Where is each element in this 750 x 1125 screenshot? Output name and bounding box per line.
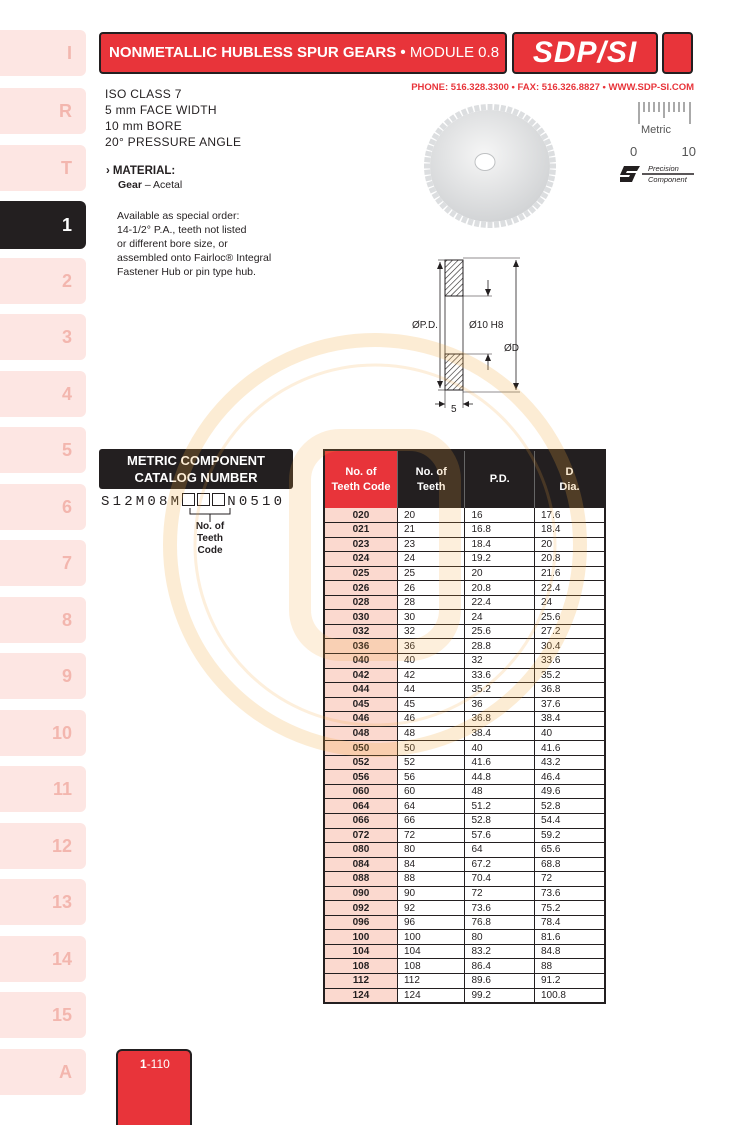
cell-od: 43.2 — [534, 755, 605, 770]
header-module: MODULE 0.8 — [409, 44, 500, 61]
cell-teeth-code: 080 — [324, 843, 397, 858]
catalog-title-line1: METRIC COMPONENT — [127, 453, 265, 468]
metric-range-end: 10 — [681, 144, 696, 159]
cell-no-of-teeth: 28 — [397, 595, 465, 610]
cell-no-of-teeth: 80 — [397, 843, 465, 858]
gear-tooth — [424, 157, 430, 163]
table-row — [324, 755, 605, 770]
cell-teeth-code: 088 — [324, 872, 397, 887]
cell-teeth-code: 042 — [324, 668, 397, 683]
cell-od: 59.2 — [534, 828, 605, 843]
cell-no-of-teeth: 52 — [397, 755, 465, 770]
cell-no-of-teeth: 20 — [397, 508, 465, 523]
spec-face-width: 5 mm FACE WIDTH — [105, 103, 217, 117]
table-row — [324, 537, 605, 552]
gear-tooth — [424, 164, 430, 169]
cell-teeth-code: 048 — [324, 726, 397, 741]
catalog-number-title — [99, 449, 293, 489]
material-title: MATERIAL: — [112, 165, 176, 177]
cell-teeth-code: 025 — [324, 566, 397, 581]
gear-tooth — [425, 151, 432, 157]
cell-pd: 64 — [465, 843, 534, 858]
cell-pd: 22.4 — [465, 595, 534, 610]
cell-no-of-teeth: 30 — [397, 610, 465, 625]
table-row — [324, 726, 605, 741]
cell-pd: 36.8 — [465, 712, 534, 727]
cell-teeth-code: 112 — [324, 974, 397, 989]
cell-od: 91.2 — [534, 974, 605, 989]
cell-teeth-code: 036 — [324, 639, 397, 654]
od-label: ØD — [504, 343, 519, 354]
cell-od: 22.4 — [534, 581, 605, 596]
tab-12[interactable]: 12 — [0, 823, 86, 869]
table-row — [324, 508, 605, 523]
cell-od: 72 — [534, 872, 605, 887]
logo-tail-block — [662, 32, 693, 74]
cell-no-of-teeth: 46 — [397, 712, 465, 727]
cell-pd: 51.2 — [465, 799, 534, 814]
tab-2[interactable]: 2 — [0, 258, 86, 304]
special-order-line: assembled onto Fairloc® Integral — [117, 252, 272, 264]
cell-no-of-teeth: 45 — [397, 697, 465, 712]
cell-teeth-code: 023 — [324, 537, 397, 552]
cell-no-of-teeth: 84 — [397, 857, 465, 872]
cell-no-of-teeth: 108 — [397, 959, 465, 974]
cell-pd: 40 — [465, 741, 534, 756]
cell-teeth-code: 056 — [324, 770, 397, 785]
cell-no-of-teeth: 72 — [397, 828, 465, 843]
table-row — [324, 974, 605, 989]
header-pd: P.D. — [465, 450, 534, 508]
page-number-value: -110 — [146, 1057, 170, 1071]
cell-od: 37.6 — [534, 697, 605, 712]
gear-tooth — [500, 220, 506, 227]
cell-no-of-teeth: 104 — [397, 944, 465, 959]
gear-tooth — [474, 105, 480, 112]
cell-od: 20 — [534, 537, 605, 552]
tab-5[interactable]: 5 — [0, 427, 86, 473]
gear-tooth — [548, 151, 555, 157]
table-row — [324, 639, 605, 654]
cell-od: 41.6 — [534, 741, 605, 756]
cell-teeth-code: 090 — [324, 886, 397, 901]
cell-no-of-teeth: 21 — [397, 523, 465, 538]
table-row — [324, 857, 605, 872]
cell-od: 65.6 — [534, 843, 605, 858]
cell-od: 68.8 — [534, 857, 605, 872]
cell-od: 88 — [534, 959, 605, 974]
cell-od: 25.6 — [534, 610, 605, 625]
cell-pd: 24 — [465, 610, 534, 625]
page-number — [116, 1049, 192, 1125]
tab-i[interactable]: I — [0, 30, 86, 76]
cell-teeth-code: 046 — [324, 712, 397, 727]
precision-text-line2: Component — [648, 175, 687, 184]
gear-tooth — [488, 222, 493, 228]
cell-teeth-code: 032 — [324, 624, 397, 639]
metric-range-start: 0 — [630, 144, 638, 159]
table-row — [324, 915, 605, 930]
metric-label: Metric — [641, 124, 671, 136]
table-row — [324, 944, 605, 959]
cell-no-of-teeth: 44 — [397, 683, 465, 698]
cell-od: 84.8 — [534, 944, 605, 959]
table-row — [324, 566, 605, 581]
cell-pd: 19.2 — [465, 552, 534, 567]
cell-pd: 52.8 — [465, 813, 534, 828]
cell-pd: 41.6 — [465, 755, 534, 770]
tab-8[interactable]: 8 — [0, 597, 86, 643]
cell-od: 100.8 — [534, 988, 605, 1003]
tab-1[interactable]: 1 — [0, 201, 86, 249]
header-no-of-teeth: No. of Teeth — [397, 450, 465, 508]
cell-teeth-code: 092 — [324, 901, 397, 916]
cell-no-of-teeth: 23 — [397, 537, 465, 552]
table-header-row — [324, 450, 605, 508]
cell-no-of-teeth: 48 — [397, 726, 465, 741]
tab-9[interactable]: 9 — [0, 653, 86, 699]
cell-teeth-code: 020 — [324, 508, 397, 523]
cell-od: 24 — [534, 595, 605, 610]
gear-tooth — [481, 221, 487, 227]
bore-label: Ø10 H8 — [469, 320, 504, 331]
table-row — [324, 697, 605, 712]
cell-od: 36.8 — [534, 683, 605, 698]
table-row — [324, 828, 605, 843]
table-row — [324, 523, 605, 538]
spec-bore: 10 mm BORE — [105, 119, 183, 133]
teeth-code-label-line1: No. of — [195, 521, 225, 532]
cell-teeth-code: 084 — [324, 857, 397, 872]
table-row — [324, 624, 605, 639]
cell-pd: 99.2 — [465, 988, 534, 1003]
tab-11[interactable]: 11 — [0, 766, 86, 812]
header-title-bar — [99, 32, 507, 74]
teeth-code-label-line3: Code — [197, 545, 223, 556]
cell-teeth-code: 072 — [324, 828, 397, 843]
cell-pd: 16 — [465, 508, 534, 523]
table-row — [324, 683, 605, 698]
table-row — [324, 668, 605, 683]
table-row — [324, 959, 605, 974]
material-section — [106, 165, 182, 191]
table-row — [324, 988, 605, 1003]
cell-teeth-code: 024 — [324, 552, 397, 567]
gear-tooth — [494, 221, 500, 227]
table-row — [324, 770, 605, 785]
cell-od: 18.4 — [534, 523, 605, 538]
cell-od: 20.8 — [534, 552, 605, 567]
gear-tooth — [548, 175, 555, 181]
cell-od: 21.6 — [534, 566, 605, 581]
cell-teeth-code: 050 — [324, 741, 397, 756]
cell-pd: 72 — [465, 886, 534, 901]
table-row — [324, 581, 605, 596]
width-label: 5 — [451, 404, 457, 415]
cell-pd: 89.6 — [465, 974, 534, 989]
cell-teeth-code: 021 — [324, 523, 397, 538]
cell-pd: 20.8 — [465, 581, 534, 596]
cell-no-of-teeth: 66 — [397, 813, 465, 828]
cell-teeth-code: 100 — [324, 930, 397, 945]
cell-teeth-code: 040 — [324, 653, 397, 668]
gear-tooth — [481, 104, 487, 110]
special-order-line: Fastener Hub or pin type hub. — [117, 266, 256, 278]
cell-teeth-code: 124 — [324, 988, 397, 1003]
gear-tooth — [550, 164, 556, 169]
cell-od: 30.4 — [534, 639, 605, 654]
cell-teeth-code: 028 — [324, 595, 397, 610]
cell-no-of-teeth: 36 — [397, 639, 465, 654]
cell-no-of-teeth: 50 — [397, 741, 465, 756]
cell-od: 75.2 — [534, 901, 605, 916]
header-od: D Dia. — [534, 450, 605, 508]
special-order-line: or different bore size, or — [117, 238, 228, 250]
cell-pd: 38.4 — [465, 726, 534, 741]
gear-tooth — [425, 175, 432, 181]
cell-pd: 80 — [465, 930, 534, 945]
cell-teeth-code: 066 — [324, 813, 397, 828]
cell-no-of-teeth: 42 — [397, 668, 465, 683]
cell-teeth-code: 026 — [324, 581, 397, 596]
cell-od: 52.8 — [534, 799, 605, 814]
teeth-code-blank — [212, 493, 225, 506]
tab-10[interactable]: 10 — [0, 710, 86, 756]
gear-tooth — [424, 169, 430, 175]
tab-15[interactable]: 15 — [0, 992, 86, 1038]
precision-text-line1: Precision — [648, 164, 679, 173]
cell-teeth-code: 045 — [324, 697, 397, 712]
cell-no-of-teeth: 124 — [397, 988, 465, 1003]
cell-od: 38.4 — [534, 712, 605, 727]
cell-no-of-teeth: 90 — [397, 886, 465, 901]
material-item-label: Gear — [118, 179, 142, 191]
cell-od: 49.6 — [534, 784, 605, 799]
gear-spec-table — [323, 449, 606, 1004]
cell-no-of-teeth: 25 — [397, 566, 465, 581]
precision-component-logo — [620, 162, 696, 186]
table-row — [324, 653, 605, 668]
table-row — [324, 813, 605, 828]
cell-od: 54.4 — [534, 813, 605, 828]
teeth-code-blank — [182, 493, 195, 506]
gear-image — [415, 98, 565, 238]
teeth-code-blank — [197, 493, 210, 506]
pd-label: ØP.D. — [412, 320, 438, 331]
chevron-right-icon: › — [106, 165, 110, 177]
cell-no-of-teeth: 24 — [397, 552, 465, 567]
gear-tooth — [549, 157, 555, 163]
table-row — [324, 552, 605, 567]
cell-od: 17.6 — [534, 508, 605, 523]
cell-teeth-code: 064 — [324, 799, 397, 814]
cell-pd: 16.8 — [465, 523, 534, 538]
cell-no-of-teeth: 96 — [397, 915, 465, 930]
gear-tooth — [474, 220, 480, 227]
cell-teeth-code: 096 — [324, 915, 397, 930]
cell-od: 40 — [534, 726, 605, 741]
tab-6[interactable]: 6 — [0, 484, 86, 530]
teeth-code-label-line2: Teeth — [197, 533, 223, 544]
special-order-note — [117, 209, 307, 279]
cell-no-of-teeth: 64 — [397, 799, 465, 814]
gear-tooth — [549, 169, 555, 175]
cell-pd: 70.4 — [465, 872, 534, 887]
spec-list — [105, 86, 241, 150]
cell-no-of-teeth: 112 — [397, 974, 465, 989]
cell-teeth-code: 108 — [324, 959, 397, 974]
tab-a[interactable]: A — [0, 1049, 86, 1095]
spec-iso-class: ISO CLASS 7 — [105, 87, 182, 101]
contact-info: PHONE: 516.328.3300 • FAX: 516.326.8827 • WWW.SDP-SI.COM — [411, 82, 694, 93]
cell-od: 78.4 — [534, 915, 605, 930]
cell-pd: 57.6 — [465, 828, 534, 843]
cell-pd: 67.2 — [465, 857, 534, 872]
cell-pd: 20 — [465, 566, 534, 581]
cell-pd: 36 — [465, 697, 534, 712]
cell-pd: 25.6 — [465, 624, 534, 639]
section-tabs — [0, 0, 90, 1125]
teeth-code-label — [186, 521, 234, 557]
sdpsi-logo: SDP/SI — [512, 32, 658, 74]
table-row — [324, 712, 605, 727]
cell-od: 33.6 — [534, 653, 605, 668]
cell-pd: 73.6 — [465, 901, 534, 916]
catalog-prefix: S12M08M — [101, 494, 183, 510]
table-row — [324, 872, 605, 887]
table-row — [324, 930, 605, 945]
cell-pd: 35.2 — [465, 683, 534, 698]
cell-od: 27.2 — [534, 624, 605, 639]
cell-od: 73.6 — [534, 886, 605, 901]
table-row — [324, 595, 605, 610]
cell-od: 81.6 — [534, 930, 605, 945]
special-order-line: 14-1/2° P.A., teeth not listed — [117, 224, 247, 236]
gear-cross-section-diagram — [400, 250, 550, 420]
cell-no-of-teeth: 32 — [397, 624, 465, 639]
tab-13[interactable]: 13 — [0, 879, 86, 925]
gear-tooth — [494, 104, 500, 110]
table-row — [324, 741, 605, 756]
cell-no-of-teeth: 88 — [397, 872, 465, 887]
tab-4[interactable]: 4 — [0, 371, 86, 417]
cell-pd: 32 — [465, 653, 534, 668]
metric-range — [630, 144, 696, 159]
table-row — [324, 784, 605, 799]
cell-no-of-teeth: 92 — [397, 901, 465, 916]
cell-pd: 28.8 — [465, 639, 534, 654]
material-item-value: – Acetal — [144, 179, 183, 191]
tab-t[interactable]: T — [0, 145, 86, 191]
table-row — [324, 886, 605, 901]
header-bullet: • — [400, 44, 406, 61]
gear-tooth — [500, 105, 506, 112]
cell-pd: 48 — [465, 784, 534, 799]
page-section: 1 — [140, 1057, 147, 1071]
tab-7[interactable]: 7 — [0, 540, 86, 586]
tab-14[interactable]: 14 — [0, 936, 86, 982]
cell-pd: 86.4 — [465, 959, 534, 974]
cell-od: 46.4 — [534, 770, 605, 785]
cell-pd: 76.8 — [465, 915, 534, 930]
catalog-suffix: N0510 — [227, 494, 286, 510]
special-order-line: Available as special order: — [117, 210, 240, 222]
spec-pressure-angle: 20° PRESSURE ANGLE — [105, 135, 242, 149]
tab-3[interactable]: 3 — [0, 314, 86, 360]
cell-teeth-code: 030 — [324, 610, 397, 625]
cell-pd: 44.8 — [465, 770, 534, 785]
cell-no-of-teeth: 56 — [397, 770, 465, 785]
header-teeth-code: No. of Teeth Code — [324, 450, 397, 508]
cell-no-of-teeth: 60 — [397, 784, 465, 799]
cell-teeth-code: 060 — [324, 784, 397, 799]
table-row — [324, 799, 605, 814]
table-row — [324, 843, 605, 858]
table-row — [324, 901, 605, 916]
gear-tooth — [488, 104, 493, 110]
cell-pd: 33.6 — [465, 668, 534, 683]
cell-teeth-code: 104 — [324, 944, 397, 959]
cell-od: 35.2 — [534, 668, 605, 683]
cell-teeth-code: 052 — [324, 755, 397, 770]
cell-no-of-teeth: 40 — [397, 653, 465, 668]
cell-pd: 83.2 — [465, 944, 534, 959]
tab-r[interactable]: R — [0, 88, 86, 134]
cell-no-of-teeth: 26 — [397, 581, 465, 596]
table-row — [324, 610, 605, 625]
cell-teeth-code: 044 — [324, 683, 397, 698]
cell-no-of-teeth: 100 — [397, 930, 465, 945]
cell-pd: 18.4 — [465, 537, 534, 552]
header-title: NONMETALLIC HUBLESS SPUR GEARS — [109, 44, 397, 61]
catalog-title-line2: CATALOG NUMBER — [134, 470, 258, 485]
